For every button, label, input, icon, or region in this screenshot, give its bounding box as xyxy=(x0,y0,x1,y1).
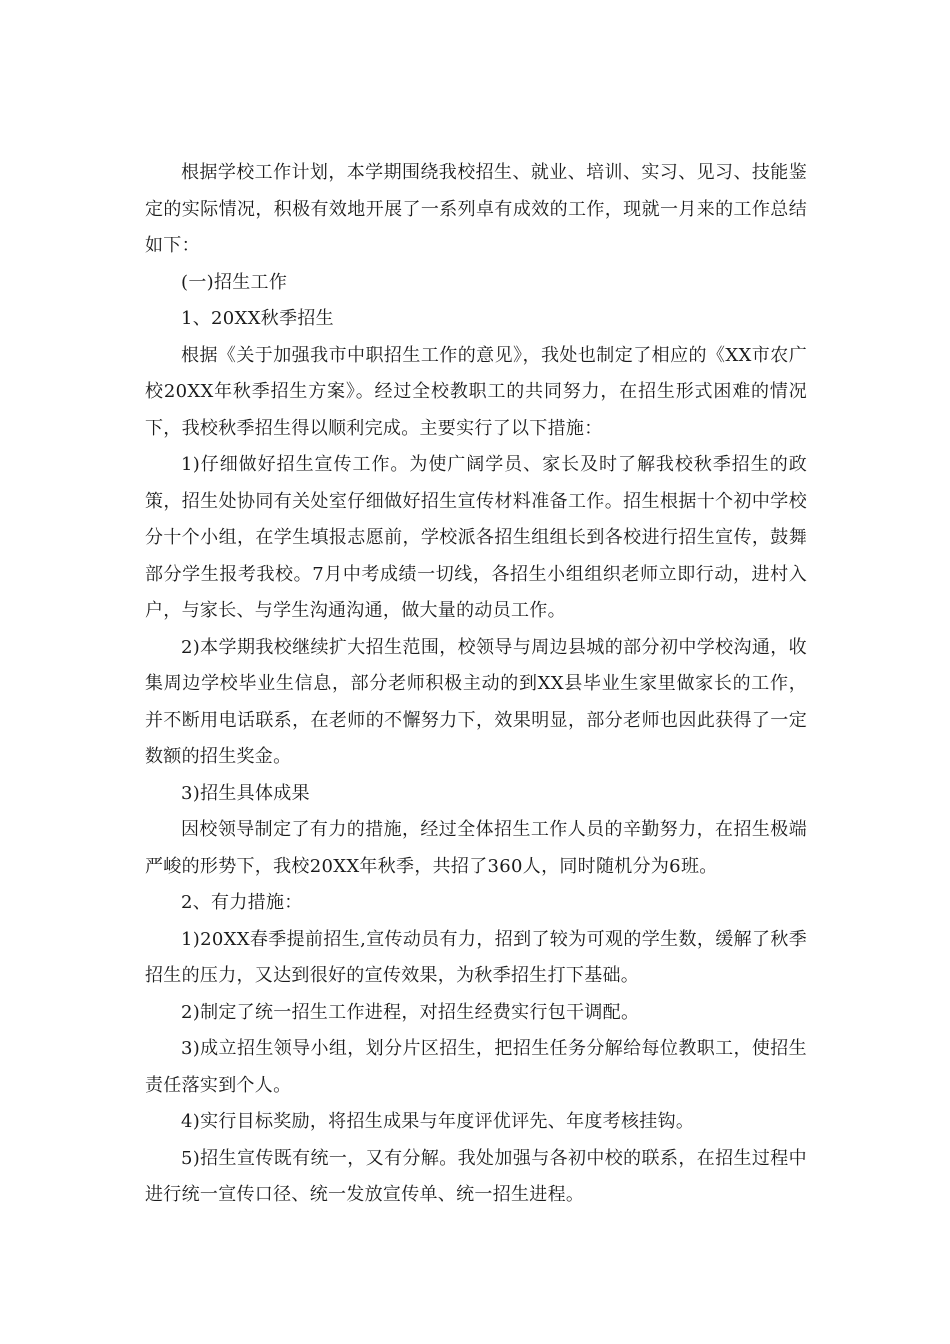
paragraph-results: 因校领导制定了有力的措施，经过全体招生工作人员的辛勤努力，在招生极端严峻的形势下，我校20XX年秋季，共招了360人，同时随机分为6班。 xyxy=(145,819,807,877)
heading-enrollment-work: (一)招生工作 xyxy=(181,271,288,293)
heading-enrollment-results: 3)招生具体成果 xyxy=(181,782,310,804)
heading-autumn-enrollment: 1、20XX秋季招生 xyxy=(181,308,334,329)
paragraph-effective-5: 5)招生宣传既有统一，又有分解。我处加强与各初中校的联系，在招生过程中进行统一宣传口径、统一发放宣传单、统一招生进程。 xyxy=(145,1147,807,1205)
paragraph-effective-2: 2)制定了统一招生工作进程，对招生经费实行包干调配。 xyxy=(181,1001,640,1023)
paragraph-effective-4: 4)实行目标奖励，将招生成果与年度评优评先、年度考核挂钩。 xyxy=(181,1111,695,1132)
document-body xyxy=(145,155,807,1214)
heading-effective-measures: 2、有力措施： xyxy=(181,892,303,913)
paragraph-enrollment-plan: 根据《关于加强我市中职招生工作的意见》，我处也制定了相应的《XX市农广校20XX年秋季招生方案》。经过全校教职工的共同努力，在招生形式困难的情况下，我校秋季招生得以顺利完成。主要实行了以下措施： xyxy=(145,344,807,439)
paragraph-intro: 根据学校工作计划，本学期围绕我校招生、就业、培训、实习、见习、技能鉴定的实际情况，积极有效地开展了一系列卓有成效的工作，现就一月来的工作总结如下： xyxy=(145,162,807,256)
paragraph-effective-1: 1)20XX春季提前招生,宣传动员有力，招到了较为可观的学生数，缓解了秋季招生的压力，又达到很好的宣传效果，为秋季招生打下基础。 xyxy=(145,928,807,986)
paragraph-effective-3: 3)成立招生领导小组，划分片区招生，把招生任务分解给每位教职工，使招生责任落实到个人。 xyxy=(145,1038,807,1096)
paragraph-measure-1: 1)仔细做好招生宣传工作。为使广阔学员、家长及时了解我校秋季招生的政策，招生处协同有关处室仔细做好招生宣传材料准备工作。招生根据十个初中学校分十个小组，在学生填报志愿前，学校派各招生组组长到各校进行招生宣传，鼓舞部分学生报考我校。7月中考成绩一切线，各招生小组组织老师立即行动，进村入户，与家长、与学生沟通沟通，做大量的动员工作。 xyxy=(145,454,807,621)
paragraph-measure-2: 2)本学期我校继续扩大招生范围，校领导与周边县城的部分初中学校沟通，收集周边学校毕业生信息，部分老师积极主动的到XX县毕业生家里做家长的工作，并不断用电话联系，在老师的不懈努力下，效果明显，部分老师也因此获得了一定数额的招生奖金。 xyxy=(145,636,807,767)
